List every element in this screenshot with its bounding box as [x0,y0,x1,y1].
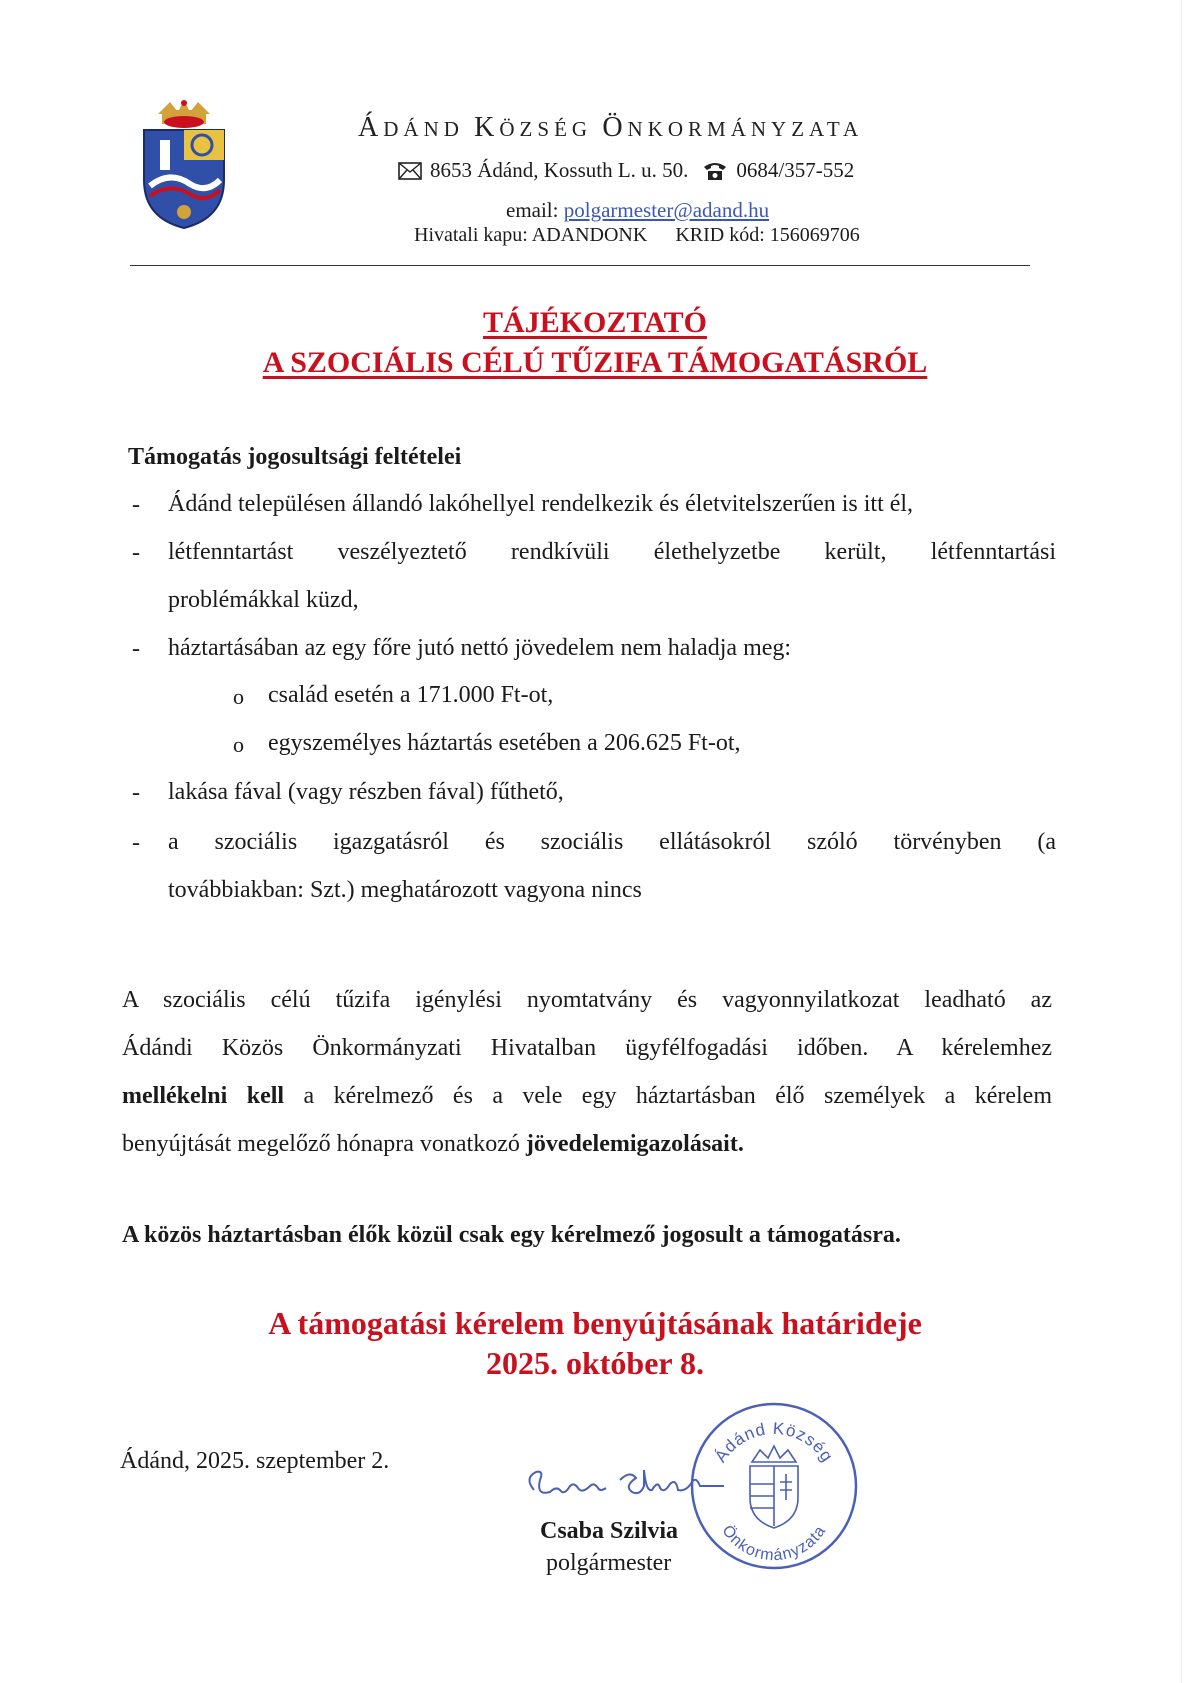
paragraph-line: A szociális célú tűzifa igénylési nyomtatvány és vagyonnyilatkozat leadható az [122,987,1052,1013]
email-line [506,198,769,223]
condition-item-continued: problémákkal küzd, [168,587,359,613]
coat-of-arms-icon [140,100,228,230]
paragraph-line: mellékelni kell a kérelmező és a vele egy háztartásban élő személyek a kérelem [122,1083,1052,1109]
deadline-heading: A támogatási kérelem benyújtásának határideje [268,1305,922,1341]
condition-item-continued: továbbiakban: Szt.) meghatározott vagyona nincs [168,877,642,903]
conditions-heading: Támogatás jogosultsági feltételei [128,444,462,470]
stamp-crest-icon [750,1446,798,1528]
sub-bullet: o [233,684,244,709]
sub-condition-item: egyszemélyes háztartás esetében a 206.625 Ft-ot, [268,730,741,756]
office-name: ÁDÁND KÖZSÉG ÖNKORMÁNYZATA [358,112,864,143]
svg-text:Ádánd Község [711,1419,837,1466]
household-notice: A közös háztartásban élők közül csak egy kérelmező jogosult a támogatásra. [122,1222,901,1248]
bullet-dash: - [132,492,140,518]
bullet-dash: - [132,540,140,566]
sub-bullet: o [233,732,244,757]
contact-line [398,158,854,183]
condition-item: létfenntartást veszélyeztető rendkívüli élethelyzetbe került, létfenntartási [168,539,1056,565]
scan-edge [1181,0,1182,1683]
document-title: TÁJÉKOZTATÓ [483,306,707,339]
krid-code: KRID kód: 156069706 [675,224,860,246]
sub-condition-item: család esetén a 171.000 Ft-ot, [268,682,554,708]
bullet-dash: - [132,830,140,856]
condition-item: háztartásában az egy főre jutó nettó jövedelem nem haladja meg: [168,635,792,661]
condition-item: Ádánd településen állandó lakóhellyel rendelkezik és életvitelszerűen is itt él, [168,491,914,517]
header-divider [130,265,1030,266]
envelope-icon [398,162,422,180]
application-paragraph [122,976,1052,1168]
telephone-icon [702,161,728,181]
condition-item: a szociális igazgatásról és szociális ellátásokról szóló törvényben (a [168,829,1056,855]
hivatali-kapu: Hivatali kapu: ADANDONK [414,224,648,246]
condition-item: lakása fával (vagy részben fával) fűthető, [168,779,564,805]
paragraph-line: benyújtását megelőző hónapra vonatkozó jövedelemigazolásait. [122,1131,744,1157]
bullet-dash: - [132,636,140,662]
email-link[interactable]: polgarmester@adand.hu [563,198,770,222]
place-and-date: Ádánd, 2025. szeptember 2. [120,1448,390,1474]
signer-name: Csaba Szilvia [540,1518,679,1544]
stamp-top-text: Ádánd Község [710,1418,838,1466]
stamp-bottom-text: Önkormányzata [718,1522,830,1565]
email-label: email: [506,198,559,222]
official-stamp [688,1400,860,1572]
deadline-date: 2025. október 8. [485,1345,705,1381]
paragraph-line: Ádándi Közös Önkormányzati Hivatalban ügyfélfogadási időben. A kérelemhez [122,1035,1052,1061]
registry-line [414,224,860,247]
phone-text: 0684/357-552 [736,158,855,182]
bullet-dash: - [132,780,140,806]
document-subtitle: A SZOCIÁLIS CÉLÚ TŰZIFA TÁMOGATÁSRÓL [262,346,928,379]
address-text: 8653 Ádánd, Kossuth L. u. 50. [430,158,689,182]
bold-phrase: mellékelni kell [122,1083,285,1109]
bold-phrase: jövedelemigazolásait. [525,1131,744,1157]
signer-role: polgármester [546,1550,672,1576]
